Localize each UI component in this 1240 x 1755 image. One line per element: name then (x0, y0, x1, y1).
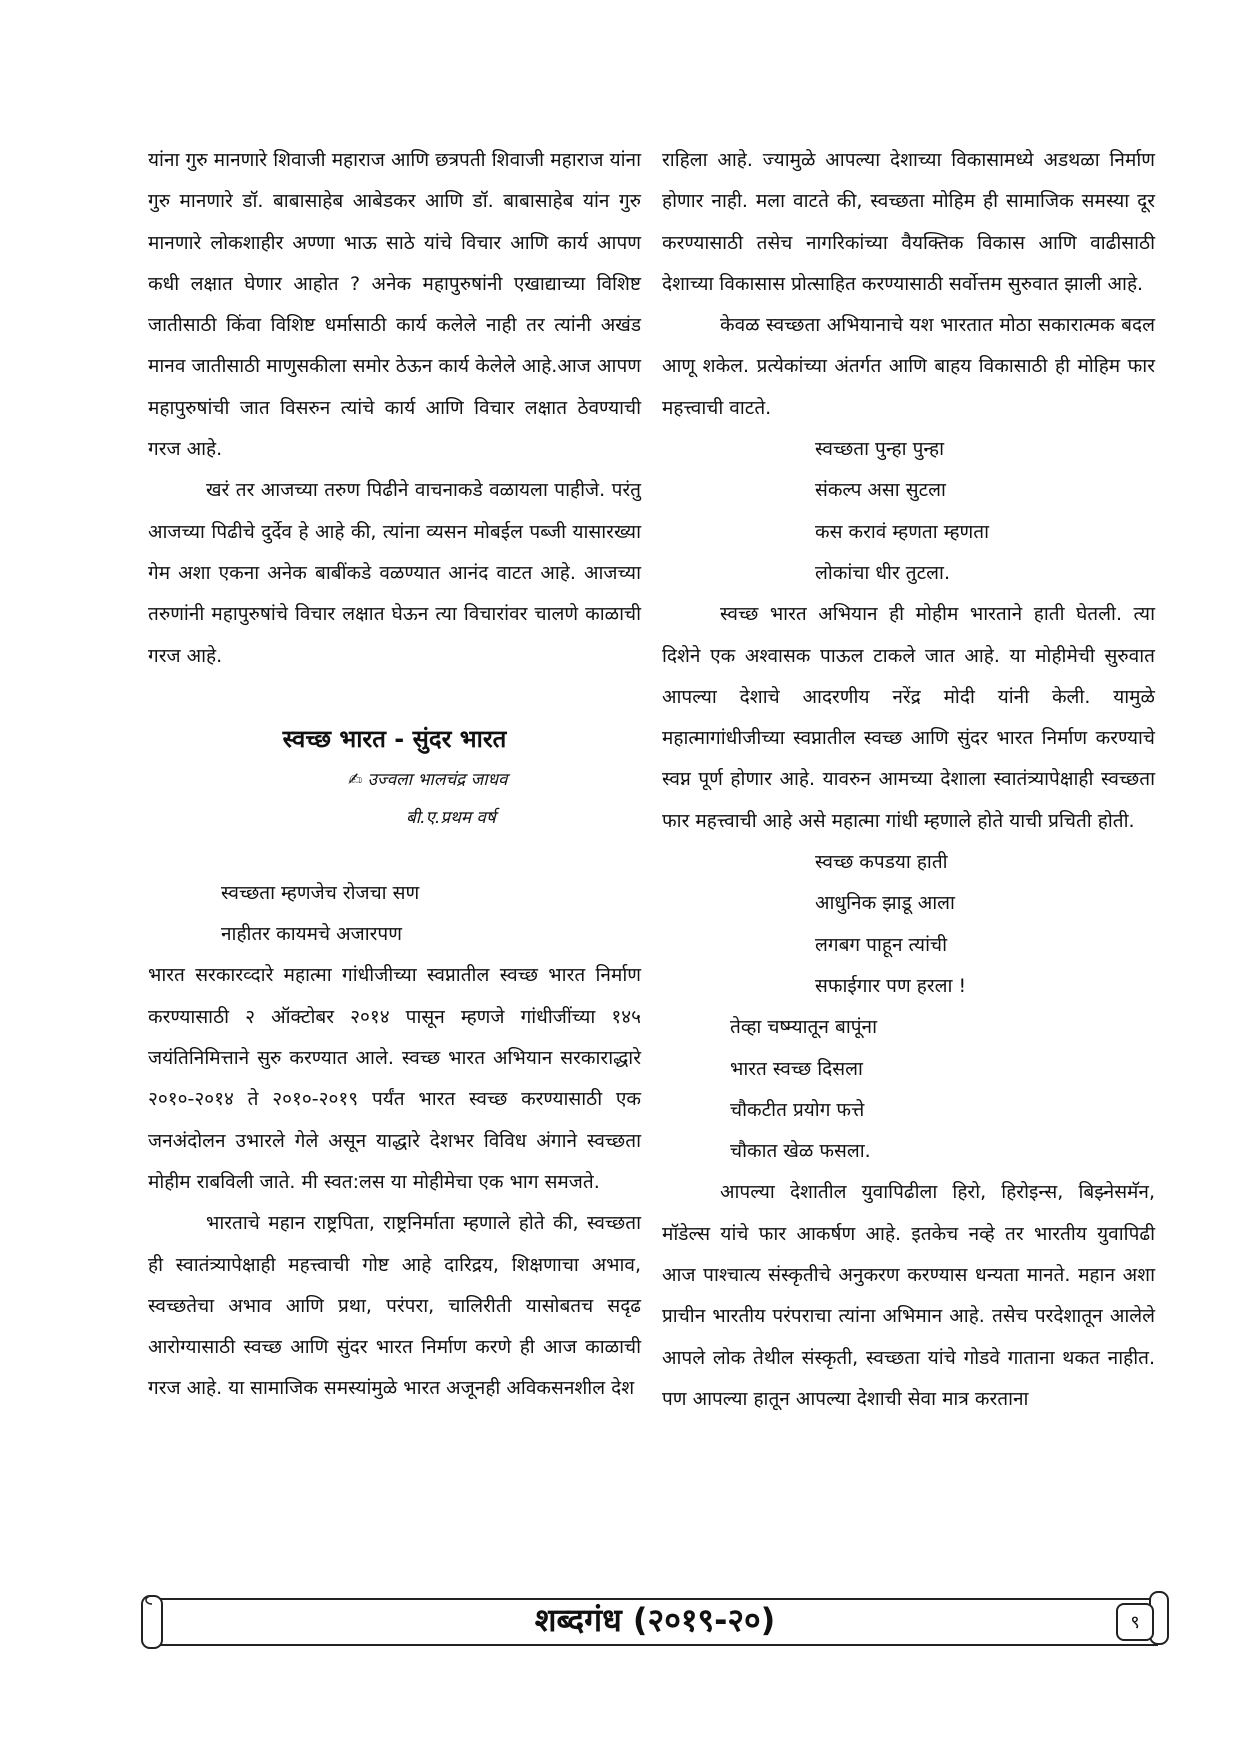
page-number: ९ (1130, 1612, 1140, 1633)
paragraph: भारत सरकारव्दारे महात्मा गांधीजीच्या स्वप्नातील स्वच्छ भारत निर्माण करण्यासाठी २ ऑक्टोबर २०१४ पासून म्हणजे गांधीजींच्या १४५ जयंतिनिमित्ताने सुरु करण्यात आले. स्वच्छ भारत अभियान सरकाराद्धारे २०१०-२०१४ ते २०१०-२०१९ पर्यंत भारत स्वच्छ करण्यासाठी एक जनअंदोलन उभारले गेले असून याद्धारे देशभर विविध अंगाने स्वच्छता मोहीम राबविली जाते. मी स्वत:लस या मोहीमेचा एक भाग समजते. (148, 964, 641, 1193)
poem-line: आधुनिक झाडू आला (815, 892, 955, 915)
poem-stanza (662, 842, 1155, 1007)
paragraph: खरं तर आजच्या तरुण पिढीने वाचनाकडे वळायला पाहीजे. परंतु आजच्या पिढीचे दुर्देव हे आहे की, त्यांना व्यसन मोबईल पब्जी यासारख्या गेम अशा एकना अनेक बाबींकडे वळण्यात आनंद वाटत आहे. आजच्या तरुणांनी महापुरुषांचे विचार लक्षात घेऊन त्या विचारांवर चालणे काळाची गरज आहे. (148, 479, 641, 667)
author-class: बी.ए.प्रथम वर्ष (406, 807, 496, 828)
poem-line: नाहीतर कायमचे अजारपण (221, 923, 402, 946)
poem-line: स्वच्छता म्हणजेच रोजचा सण (221, 881, 420, 904)
article-title: स्वच्छ भारत - सुंदर भारत (282, 724, 507, 753)
poem-line: स्वच्छ कपडया हाती (815, 851, 948, 874)
poem-line: चौकटीत प्रयोग फत्ते (730, 1098, 865, 1121)
poem-stanza (662, 1007, 1155, 1172)
poem-line: लगबग पाहून त्यांची (815, 933, 947, 956)
poem-line: स्वच्छता पुन्हा पुन्हा (815, 438, 945, 461)
poem-line: चौकात खेळ फसला. (730, 1140, 871, 1163)
poem-line: सफाईगार पण हरला ! (815, 974, 967, 997)
byline (148, 761, 641, 837)
poem-line: लोकांचा धीर तुटला. (815, 561, 951, 584)
paragraph: यांना गुरु मानणारे शिवाजी महाराज आणि छत्रपती शिवाजी महाराज यांना गुरु मानणारे डॉ. बाबासाहेब आबेडकर आणि डॉ. बाबासाहेब यांन गुरु मानणारे लोकशाहीर अण्णा भाऊ साठे यांचे विचार आणि कार्य आपण कधी लक्षात घेणार आहोत ? अनेक महापुरुषांनी एखाद्याच्या विशिष्ट जातीसाठी किंवा विशिष्ट धर्मासाठी कार्य कलेले नाही तर त्यांनी अखंड मानव जातीसाठी माणुसकीला समोर ठेऊन कार्य केलेले आहे.आज आपण महापुरुषांची जात विसरुन त्यांचे कार्य आणि विचार लक्षात ठेवण्याची गरज आहे. (148, 149, 641, 461)
paragraph: आपल्या देशातील युवापिढीला हिरो, हिरोइन्स, बिझ्नेसमॅन, मॉडेल्स यांचे फार आकर्षण आहे. इतकेच नव्हे तर भारतीय युवापिढी आज पाश्चात्य संस्कृतीचे अनुकरण करण्यास धन्यता मानते. महान अशा प्राचीन भारतीय परंपराचा त्यांना अभिमान आहे. तसेच परदेशातून आलेले आपले लोक तेथील संस्कृती, स्वच्छता यांचे गोडवे गाताना थकत नाहीत. पण आपल्या हातून आपल्या देशाची सेवा मात्र करताना (662, 1181, 1155, 1410)
paragraph: स्वच्छ भारत अभियान ही मोहीम भारताने हाती घेतली. त्या दिशेने एक अश्वासक पाऊल टाकले जात आहे. या मोहीमेची सुरुवात आपल्या देशाचे आदरणीय नरेंद्र मोदी यांनी केली. यामुळे महात्मागांधीजीच्या स्वप्नातील स्वच्छ आणि सुंदर भारत निर्माण करण्याचे स्वप्न पूर्ण होणार आहे. यावरुन आमच्या देशाला स्वातंत्र्यापेक्षाही स्वच्छता फार महत्त्वाची आहे असे महात्मा गांधी म्हणाले होते याची प्रचिती होती. (662, 603, 1155, 832)
poem-stanza (148, 873, 641, 956)
paragraph: भारताचे महान राष्ट्रपिता, राष्ट्रनिर्माता म्हणाले होते की, स्वच्छता ही स्वातंत्र्यापेक्षाही महत्त्वाची गोष्ट आहे दारिद्रय, शिक्षणाचा अभाव, स्वच्छतेचा अभाव आणि प्रथा, परंपरा, चालिरीती यासोबतच सदृढ आरोग्यासाठी स्वच्छ आणि सुंदर भारत निर्माण करणे ही आज काळाची गरज आहे. या सामाजिक समस्यांमुळे भारत अजूनही अविकसनशील देश (148, 1212, 641, 1400)
pen-icon: ✍ (348, 769, 363, 790)
left-column (148, 140, 641, 1410)
magazine-title: शब्दगंध (२०१९-२०) (534, 1601, 776, 1639)
author-name: उज्वला भालचंद्र जाधव (367, 769, 508, 790)
poem-line: भारत स्वच्छ दिसला (730, 1057, 863, 1080)
spacer (148, 837, 641, 873)
poem-line: संकल्प असा सुटला (815, 479, 946, 502)
paragraph: केवळ स्वच्छता अभियानाचे यश भारतात मोठा सकारात्मक बदल आणू शकेल. प्रत्येकांच्या अंतर्गत आणि बाहय विकासाठी ही मोहिम फार महत्त्वाची वाटते. (662, 314, 1155, 419)
poem-line: कस करावं म्हणता म्हणता (815, 520, 990, 543)
paragraph: राहिला आहे. ज्यामुळे आपल्या देशाच्या विकासामध्ये अडथळा निर्माण होणार नाही. मला वाटते की, स्वच्छता मोहिम ही सामाजिक समस्या दूर करण्यासाठी तसेच नागरिकांच्या वैयक्तिक विकास आणि वाढीसाठी देशाच्या विकासास प्रोत्साहित करण्यासाठी सर्वोत्तम सुरुवात झाली आहे. (662, 149, 1155, 295)
author-line (148, 761, 641, 799)
poem-line: तेव्हा चष्म्यातून बापूंना (730, 1016, 877, 1039)
poem-stanza (662, 429, 1155, 594)
right-column (662, 140, 1155, 1420)
page-footer (140, 1590, 1170, 1656)
